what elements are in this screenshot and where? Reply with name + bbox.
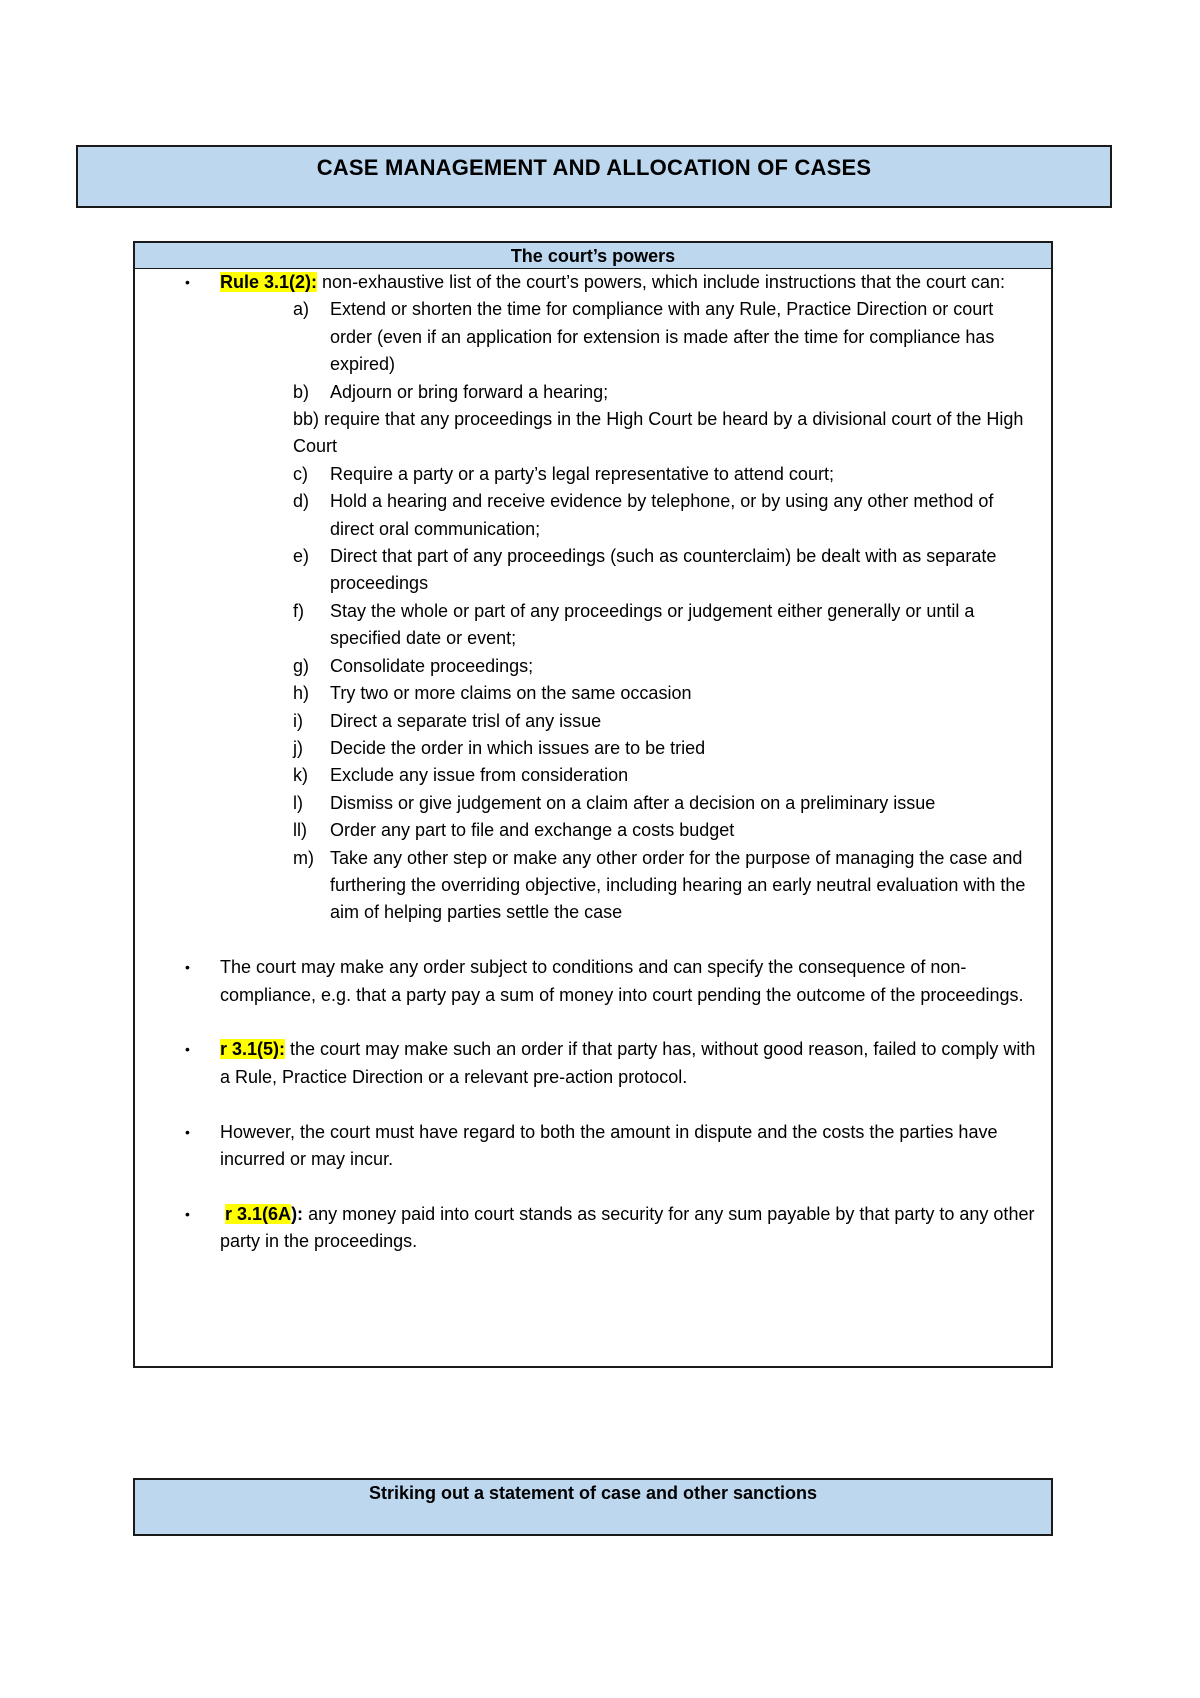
- list-item: [135, 488, 1051, 543]
- list-item-label: b): [293, 381, 310, 402]
- rule-reference-close: ):: [291, 1203, 304, 1224]
- rule-reference: r 3.1(5):: [220, 1039, 286, 1060]
- section-heading: Striking out a statement of case and other sanctions: [368, 1483, 818, 1503]
- list-item-label: i): [293, 710, 303, 731]
- list-item-text: Consolidate proceedings;: [330, 655, 534, 676]
- bullet-r-3-1-5: [135, 1036, 1051, 1091]
- bullet-icon: •: [185, 1041, 190, 1058]
- list-item: [135, 845, 1051, 927]
- list-item-text: Decide the order in which issues are to be tried: [330, 737, 706, 758]
- list-item-label: a): [293, 299, 310, 320]
- list-item-text: Dismiss or give judgement on a claim after a decision on a preliminary issue: [330, 792, 936, 813]
- rule-reference: r 3.1(6A: [225, 1203, 292, 1224]
- list-item-label: c): [293, 463, 308, 484]
- bullet-text: any money paid into court stands as security for any sum payable by that party to any other party in the proceedings.: [220, 1203, 1035, 1252]
- list-item-text: Direct that part of any proceedings (such as counterclaim) be dealt with as separate proceedings: [330, 546, 997, 594]
- list-item: [135, 543, 1051, 598]
- list-item-label: l): [293, 792, 303, 813]
- list-item-label: m): [293, 847, 314, 868]
- list-item-text: Take any other step or make any other order for the purpose of managing the case and furthering the overriding objective, including hearing an early neutral evaluation with the aim of helping parties settle the case: [330, 847, 1026, 923]
- list-item-bb: bb) require that any proceedings in the High Court be heard by a divisional court of the High Court: [293, 409, 1024, 457]
- list-item-text: Try two or more claims on the same occasion: [330, 683, 692, 704]
- list-item: [135, 735, 1051, 762]
- list-item: [135, 598, 1051, 653]
- page-title-box: [76, 145, 1112, 208]
- list-item: [135, 762, 1051, 789]
- list-item-label: h): [293, 683, 310, 704]
- bullet-icon: •: [185, 274, 190, 290]
- bullet-icon: •: [185, 959, 190, 976]
- list-item: [135, 817, 1051, 844]
- bullet-icon: •: [185, 1123, 190, 1140]
- list-item-label: e): [293, 546, 310, 567]
- striking-out-section: [133, 1478, 1053, 1536]
- list-item: [135, 379, 1051, 406]
- section-heading: The court’s powers: [135, 243, 1051, 269]
- rule-reference: Rule 3.1(2):: [220, 272, 318, 292]
- bullet-rule-3-1-2: [135, 269, 1051, 296]
- list-item-text: Exclude any issue from consideration: [330, 765, 629, 786]
- bullet-text: However, the court must have regard to both the amount in dispute and the costs the parties have incurred or may incur.: [220, 1121, 998, 1169]
- list-item-label: ll): [293, 820, 307, 841]
- bullet-r-3-1-6a: [135, 1201, 1051, 1256]
- list-item-text: Adjourn or bring forward a hearing;: [330, 381, 609, 402]
- list-item-text: Require a party or a party’s legal representative to attend court;: [330, 463, 834, 484]
- list-item: [135, 708, 1051, 735]
- list-item-text: Stay the whole or part of any proceedings or judgement either generally or until a specified date or event;: [330, 600, 975, 649]
- courts-powers-section: [133, 241, 1053, 1368]
- list-item: [135, 790, 1051, 817]
- list-item-label: j): [293, 737, 303, 758]
- section-content: [135, 269, 1051, 1256]
- bullet-icon: •: [185, 1205, 190, 1222]
- bullet-regard: [135, 1119, 1051, 1174]
- list-item-label: d): [293, 491, 310, 512]
- list-item: [135, 296, 1051, 378]
- list-item-text: Order any part to file and exchange a costs budget: [330, 820, 735, 841]
- list-item-text: Hold a hearing and receive evidence by telephone, or by using any other method of direct oral communication;: [330, 491, 994, 539]
- bullet-text: the court may make such an order if that party has, without good reason, failed to comply with a Rule, Practice Direction or a relevant pre-action protocol.: [220, 1039, 1036, 1087]
- bullet-conditions: [135, 954, 1051, 1009]
- list-item-label: f): [293, 600, 304, 621]
- list-item-text: Direct a separate trisl of any issue: [330, 710, 602, 731]
- bullet-text: non-exhaustive list of the court’s powers, which include instructions that the court can:: [317, 272, 1006, 292]
- bullet-text: The court may make any order subject to conditions and can specify the consequence of non- compliance, e.g. that a party pay a sum of money into court pending the outcome of the proceedings.: [220, 957, 1024, 1005]
- list-item: [135, 653, 1051, 680]
- page-title: CASE MANAGEMENT AND ALLOCATION OF CASES: [316, 155, 872, 180]
- list-item: [135, 461, 1051, 488]
- list-item-label: k): [293, 765, 308, 786]
- list-item-label: g): [293, 655, 310, 676]
- list-item: [135, 680, 1051, 707]
- list-item-text: Extend or shorten the time for compliance with any Rule, Practice Direction or court order (even if an application for extension is made after the time for compliance has expired): [330, 299, 995, 375]
